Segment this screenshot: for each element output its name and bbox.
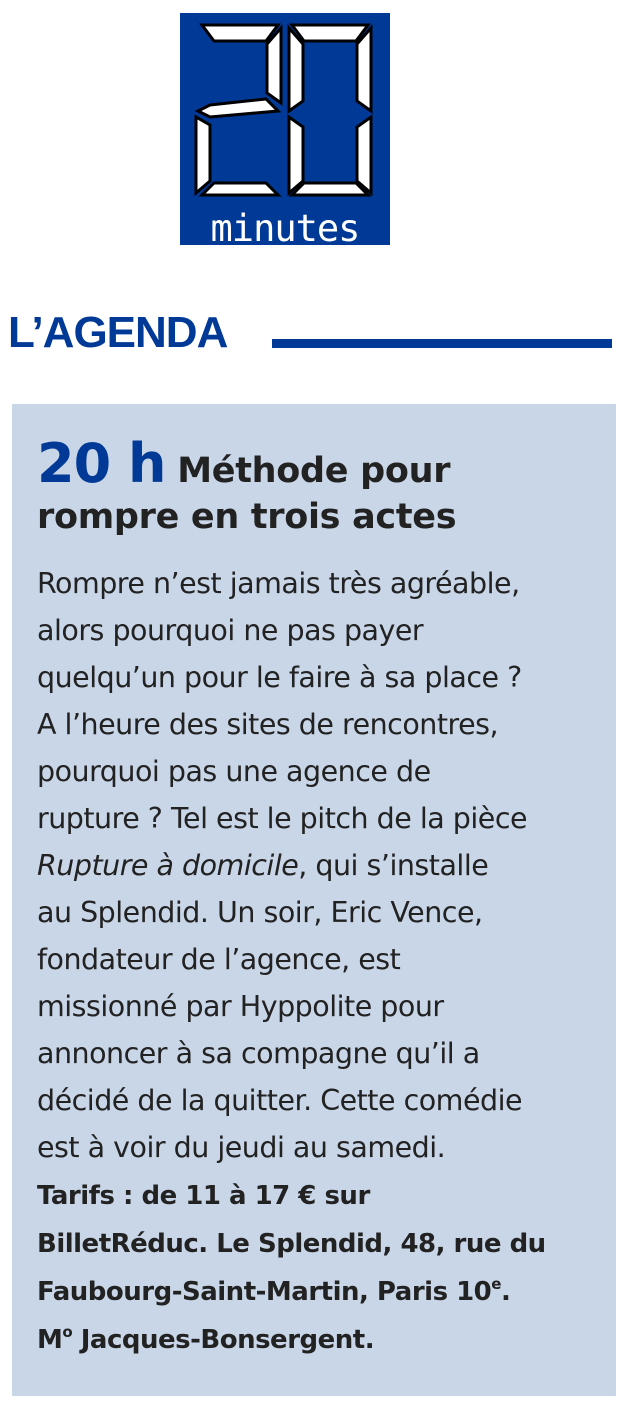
section-divider [272, 339, 612, 348]
practical-line: Tarifs : de 11 à 17 € sur [37, 1181, 370, 1211]
metro-suffix: o [62, 1323, 73, 1341]
play-title: Rupture à domicile [37, 849, 299, 882]
body-line: alors pourquoi ne pas payer [37, 614, 424, 647]
body-line: missionné par Hyppolite pour [37, 990, 444, 1023]
practical-line [37, 1268, 615, 1316]
body-line: annoncer à sa compagne qu’il a [37, 1037, 480, 1070]
agenda-heading [37, 432, 607, 540]
practical-info [37, 1172, 615, 1364]
practical-line: BilletRéduc. Le Splendid, 48, rue du [37, 1229, 546, 1259]
agenda-title-line1: Méthode pour [177, 451, 451, 491]
agenda-body [37, 560, 615, 1171]
address-period: . [500, 1277, 511, 1307]
body-line [37, 842, 615, 889]
body-line: A l’heure des sites de rencontres, [37, 708, 499, 741]
body-line: rupture ? Tel est le pitch de la pièce [37, 802, 528, 835]
body-line: est à voir du jeudi au samedi. [37, 1131, 446, 1164]
logo-digits-icon [180, 13, 390, 213]
metro-station: Jacques-Bonsergent. [72, 1325, 375, 1355]
body-line: au Splendid. Un soir, Eric Vence, [37, 896, 483, 929]
agenda-box [12, 404, 616, 1396]
logo-wordmark: minutes [210, 207, 360, 250]
ordinal-suffix: e [491, 1275, 501, 1293]
body-line: fondateur de l’agence, est [37, 943, 401, 976]
section-title: L’AGENDA [8, 308, 228, 357]
agenda-time: 20 h [37, 432, 166, 495]
body-line: Rompre n’est jamais très agréable, [37, 567, 520, 600]
body-line: pourquoi pas une agence de [37, 755, 431, 788]
practical-line [37, 1316, 615, 1364]
body-line: quelqu’un pour le faire à sa place ? [37, 661, 522, 694]
brand-logo [180, 13, 390, 250]
agenda-title-line2: rompre en trois actes [37, 497, 457, 537]
body-line-rest: , qui s’installe [298, 849, 489, 882]
address-text: Faubourg-Saint-Martin, Paris 10 [37, 1277, 492, 1307]
metro-prefix: M [37, 1325, 63, 1355]
body-line: décidé de la quitter. Cette comédie [37, 1084, 523, 1117]
